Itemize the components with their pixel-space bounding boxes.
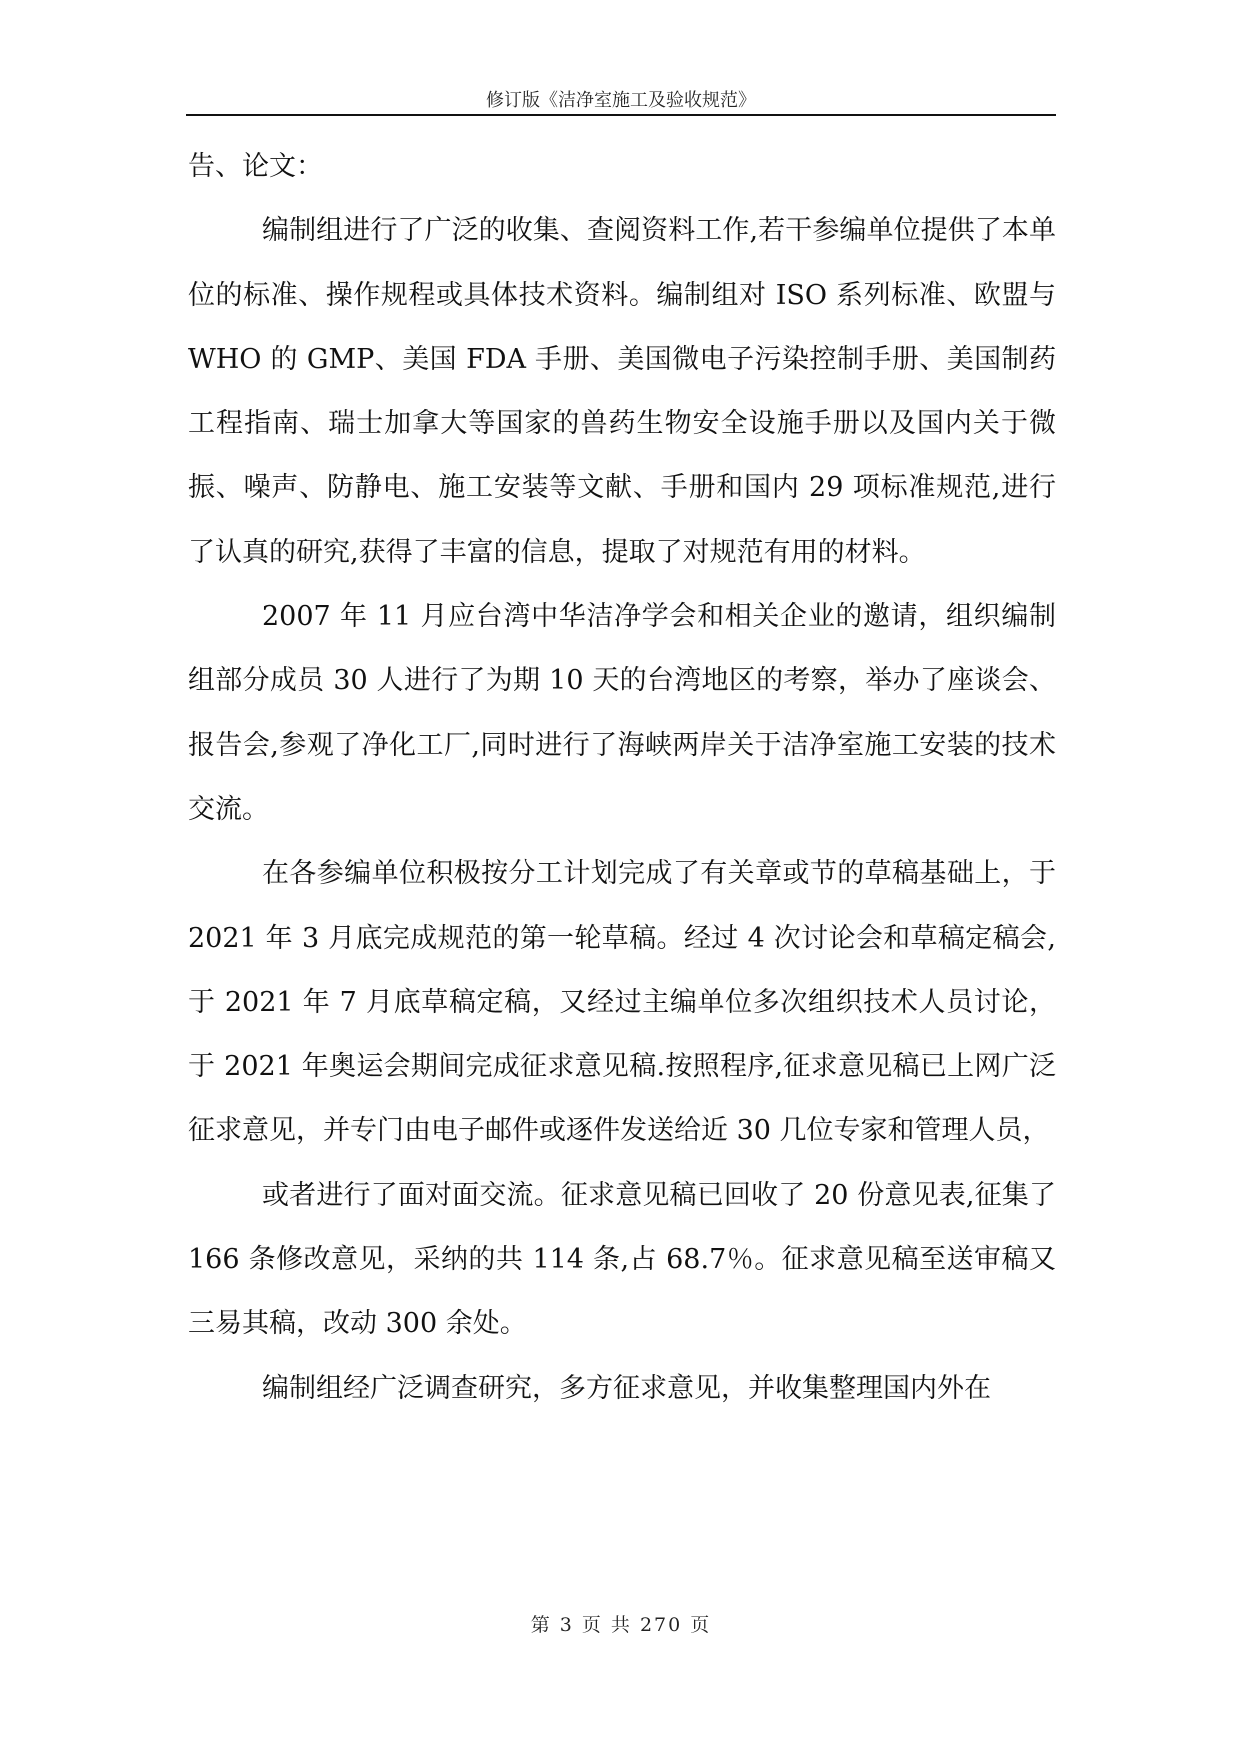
paragraph-continuation: 告、论文： — [188, 151, 323, 182]
paragraph: 编制组进行了广泛的收集、查阅资料工作,若干参编单位提供了本单位的标准、操作规程或具体技术资料。编制组对 ISO 系列标准、欧盟与 WHO 的 GMP、美国 FDA 手册、美国微电子污染控制手册、美国制药工程指南、瑞士加拿大等国家的兽药生物安全设施手册以及国内关于微振、噪声、防静电、施工安装等文献、手册和国内 29 项标准规范,进行了认真的研究,获得了丰富的信息，提取了对规范有用的材料。 — [188, 215, 1056, 568]
body-text — [188, 135, 1056, 1421]
paragraph: 2007 年 11 月应台湾中华洁净学会和相关企业的邀请，组织编制组部分成员 30 人进行了为期 10 天的台湾地区的考察，举办了座谈会、报告会,参观了净化工厂,同时进行了海峡两岸关于洁净室施工安装的技术交流。 — [188, 601, 1056, 825]
footer-middle: 页 共 — [581, 1614, 632, 1636]
paragraph: 在各参编单位积极按分工计划完成了有关章或节的草稿基础上，于 2021 年 3 月底完成规范的第一轮草稿。经过 4 次讨论会和草稿定稿会,于 2021 年 7 月底草稿定稿，又经过主编单位多次组织技术人员讨论，于 2021 年奥运会期间完成征求意见稿.按照程序,征求意见稿已上网广泛征求意见，并专门由电子邮件或逐件发送给近 30 几位专家和管理人员， — [188, 858, 1056, 1147]
running-header: 修订版《洁净室施工及验收规范》 — [486, 90, 756, 111]
paragraph: 编制组经广泛调查研究，多方征求意见，并收集整理国内外在 — [262, 1372, 991, 1404]
header-rule — [186, 114, 1056, 116]
footer-suffix: 页 — [690, 1614, 712, 1636]
page-number: 3 — [559, 1614, 574, 1636]
paragraph: 或者进行了面对面交流。征求意见稿已回收了 20 份意见表,征集了 166 条修改意见，采纳的共 114 条,占 68.7％。征求意见稿至送审稿又三易其稿，改动 300 余处。 — [188, 1179, 1056, 1340]
total-pages: 270 — [639, 1614, 683, 1636]
page-footer — [186, 1610, 1056, 1637]
footer-prefix: 第 — [530, 1614, 552, 1636]
